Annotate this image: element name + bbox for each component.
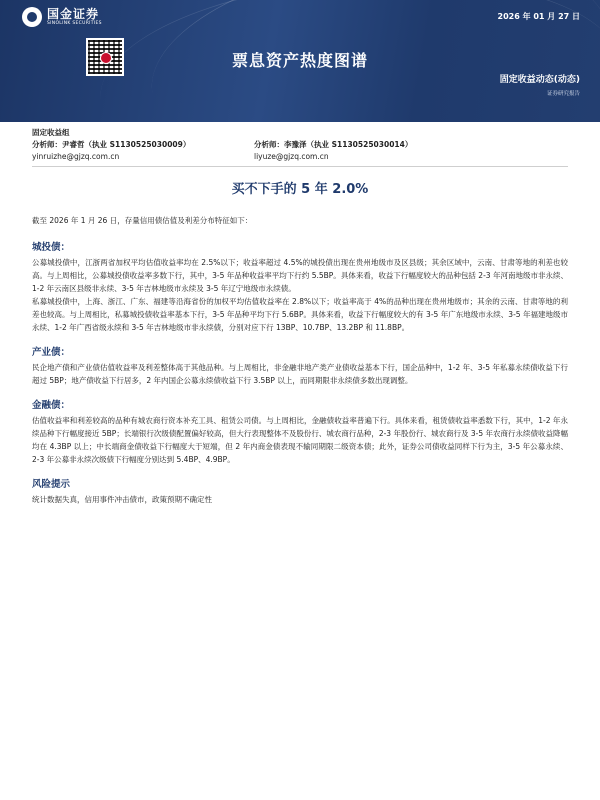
author-block bbox=[32, 127, 572, 163]
report-type-label: 证券研究报告 bbox=[546, 91, 580, 97]
section-title: 金融债： bbox=[32, 400, 71, 411]
section-title: 城投债： bbox=[32, 242, 71, 253]
section-paragraph: 公募城投债中，江浙两省加权平均估值收益率均在 2.5%以下；收益率超过 4.5%的城投债出现在贵州地级市及区县级；其余区域中，云南、甘肃等地的利差也较高。与上周相比，公募城投债收益率多数下行，其中，3-5 年品种收益率平均下行约 5.5BP。具体来看，收益下行幅度较大的品种包括 2-3 年河南地级市非永续、1-2 年云南区县级非永续、3-5 年吉林地级市永续及 3-5 年辽宁地级市永续债。 bbox=[32, 258, 568, 293]
section-paragraph: 民企地产债和产业债估值收益率及利差整体高于其他品种。与上周相比，非金融非地产类产业债收益基本下行，国企品种中，1-2 年、3-5 年私募永续债收益下行超过 5BP；地产债收益下行居多，2 年内国企公募永续债收益下行 3.5BP 以上，而同期限非永续债多数出现调整。 bbox=[32, 363, 568, 385]
analyst-2-email[interactable]: liyuze@gjzq.com.cn bbox=[254, 152, 329, 161]
section-industrial bbox=[32, 344, 568, 387]
report-series: 固定收益动态(动态) bbox=[499, 75, 580, 85]
divider bbox=[32, 166, 568, 167]
logo-cn-text: 国金证券 bbox=[47, 6, 100, 21]
research-group: 固定收益组 bbox=[32, 128, 70, 137]
company-logo bbox=[22, 7, 102, 27]
section-title: 产业债： bbox=[32, 347, 71, 358]
section-risk bbox=[32, 476, 568, 506]
report-header bbox=[0, 0, 600, 122]
section-paragraph: 私募城投债中，上海、浙江、广东、福建等沿海省份的加权平均估值收益率在 2.8%以下；收益率高于 4%的品种出现在贵州地级市；其余的云南、甘肃等地的利差也较高。与上周相比，私募城投债收益率基本下行，3-5 年品种平均下行 5.6BP。具体来看，收益下行幅度较大的有 3-5 年广东地级市永续、3-5 年福建地级市永续、1-2 年广西省级永续和 3-5 年吉林地级市非永续债，分别对应下行 13BP、10.7BP、13.2BP 和 11.8BP。 bbox=[32, 297, 568, 332]
analyst-2: 分析师：李豫泽（执业 S1130525030014） bbox=[254, 140, 413, 149]
report-headline: 买不下手的 5 年 2.0% bbox=[231, 182, 369, 197]
section-financial bbox=[32, 397, 568, 466]
section-paragraph: 估值收益率和利差较高的品种有城农商行资本补充工具、租赁公司债。与上周相比，金融债收益率普遍下行。具体来看，租赁债收益率悉数下行，其中，1-2 年永续品种下行幅度接近 5BP；长端银行次级债配置偏好较高，但大行表现整体不及股份行、城农商行品种，2-3 年股份行、城农商行及 3-5 年农商行永续债收益降幅均在 4.3BP 以上；中长端商金债收益下行幅度大于短端，但 2 年内商金债表现不输同期限二级资本债；此外，证券公司债收益同样下行为主，3-5 年公募永续、2-3 年公募非永续次级债下行幅度分别达到 5.4BP、4.9BP。 bbox=[32, 416, 568, 464]
section-title: 风险提示 bbox=[32, 479, 71, 490]
sinolink-logo-icon bbox=[22, 7, 42, 27]
report-date: 2026 年 01 月 27 日 bbox=[497, 12, 580, 21]
section-paragraph: 统计数据失真，信用事件冲击债市，政策预期不确定性 bbox=[32, 495, 212, 504]
analyst-1-email[interactable]: yinruizhe@gjzq.com.cn bbox=[32, 152, 120, 161]
page-title: 票息资产热度图谱 bbox=[231, 51, 368, 70]
report-body bbox=[32, 215, 568, 516]
intro-text: 截至 2026 年 1 月 26 日，存量信用债估值及利差分布特征如下： bbox=[32, 216, 253, 225]
logo-en-text: SINOLINK SECURITIES bbox=[47, 20, 102, 26]
section-urban-investment bbox=[32, 239, 568, 334]
analyst-1: 分析师：尹睿哲（执业 S1130525030009） bbox=[32, 140, 191, 149]
